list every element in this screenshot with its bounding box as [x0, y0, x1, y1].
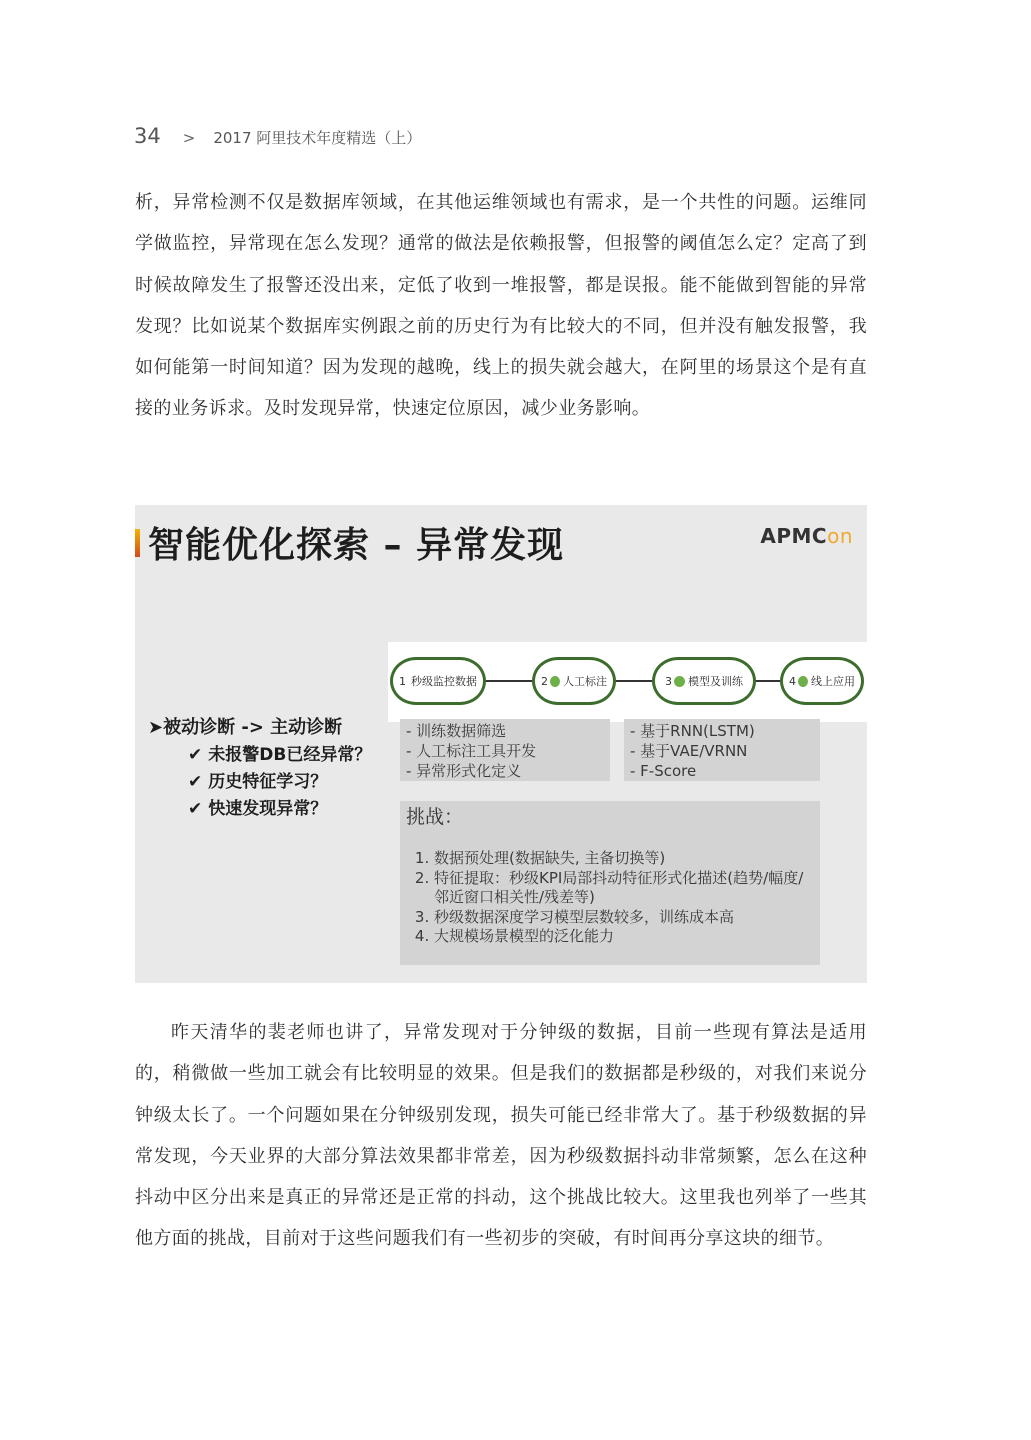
flow-step [390, 657, 486, 705]
list-item: 3. 秒级数据深度学习模型层数较多，训练成本高 [434, 908, 814, 928]
paragraph-text: 析，异常检测不仅是数据库领域，在其他运维领域也有需求，是一个共性的问题。运维同学做监控，异常现在怎么发现？通常的做法是依赖报警，但报警的阈值怎么定？定高了到时候故障发生了报警还没出来，定低了收到一堆报警，都是误报。能不能做到智能的异常发现？比如说某个数据库实例跟之前的历史行为有比较大的不同，但并没有触发报警，我如何能第一时间知道？因为发现的越晚，线上的损失就会越大，在阿里的场景这个是有直接的业务诉求。及时发现异常，快速定位原因，减少业务影响。 [135, 192, 867, 420]
flow-connector [484, 680, 532, 682]
flow-step [652, 657, 756, 705]
running-header [134, 124, 421, 148]
body-paragraph-2 [135, 1012, 867, 1260]
step-number: 3 [665, 674, 672, 688]
step-number: 1 [399, 674, 406, 688]
list-item: 1. 数据预处理(数据缺失, 主备切换等) [434, 849, 814, 869]
step-number: 2 [541, 674, 548, 688]
challenges-box [400, 801, 820, 965]
list-item: - 人工标注工具开发 [406, 742, 537, 760]
list-item-text: 快速发现异常？ [208, 799, 328, 819]
labeling-box [400, 719, 610, 781]
diagnosis-heading: ➤被动诊断 -> 主动诊断 [148, 717, 343, 738]
step-number: 4 [789, 674, 796, 688]
list-item [188, 769, 371, 796]
list-item: - 异常形式化定义 [406, 762, 522, 780]
list-item: 4. 大规模场景模型的泛化能力 [434, 927, 814, 947]
step-label: 模型及训练 [688, 675, 743, 688]
step-dot-icon [798, 676, 808, 687]
list-item [188, 742, 371, 769]
step-label: 人工标注 [563, 675, 607, 688]
list-item: - 基于VAE/VRNN [630, 742, 748, 760]
flow-step [532, 657, 616, 705]
book-title: 2017 阿里技术年度精选（上） [213, 129, 422, 147]
flow-connector [754, 680, 780, 682]
step-label: 线上应用 [811, 675, 855, 688]
brand-main: APMC [760, 524, 828, 548]
paragraph-text: 昨天清华的裴老师也讲了，异常发现对于分钟级的数据，目前一些现有算法是适用的，稍微做一些加工就会有比较明显的效果。但是我们的数据都是秒级的，对我们来说分钟级太长了。一个问题如果在分钟级别发现，损失可能已经非常大了。基于秒级数据的异常发现，今天业界的大部分算法效果都非常差，因为秒级数据抖动非常频繁，怎么在这种抖动中区分出来是真正的异常还是正常的抖动，这个挑战比较大。这里我也列举了一些其他方面的挑战，目前对于这些问题我们有一些初步的突破，有时间再分享这块的细节。 [135, 1022, 867, 1250]
process-flow [388, 642, 867, 722]
brand-logo [760, 524, 853, 548]
check-icon: ✔ [188, 799, 203, 819]
list-item: - 训练数据筛选 [406, 722, 507, 740]
slide-figure [135, 505, 867, 983]
check-icon: ✔ [188, 772, 203, 792]
slide-title: 智能优化探索 – 异常发现 [148, 525, 565, 566]
flow-step [780, 657, 864, 705]
challenges-title: 挑战： [406, 806, 464, 828]
step-dot-icon [674, 676, 685, 687]
body-paragraph-1 [135, 182, 867, 430]
list-item: 2. 特征提取：秒级KPI局部抖动特征形式化描述(趋势/幅度/邻近窗口相关性/残差等) [434, 869, 814, 908]
list-item: - 基于RNN(LSTM) [630, 722, 755, 740]
list-item-text: 历史特征学习？ [208, 772, 328, 792]
page-number: 34 [134, 124, 161, 148]
step-dot-icon [550, 676, 560, 687]
list-item: - F-Score [630, 762, 697, 780]
list-item [188, 796, 371, 823]
header-separator: > [182, 129, 196, 147]
brand-highlight: on [827, 524, 853, 548]
flow-connector [614, 680, 652, 682]
title-accent-bar [135, 529, 140, 557]
step-label: 秒级监控数据 [411, 675, 477, 688]
list-item-text: 未报警DB已经异常？ [208, 745, 372, 765]
model-box [624, 719, 820, 781]
check-icon: ✔ [188, 745, 203, 765]
diagnosis-list [148, 713, 371, 823]
